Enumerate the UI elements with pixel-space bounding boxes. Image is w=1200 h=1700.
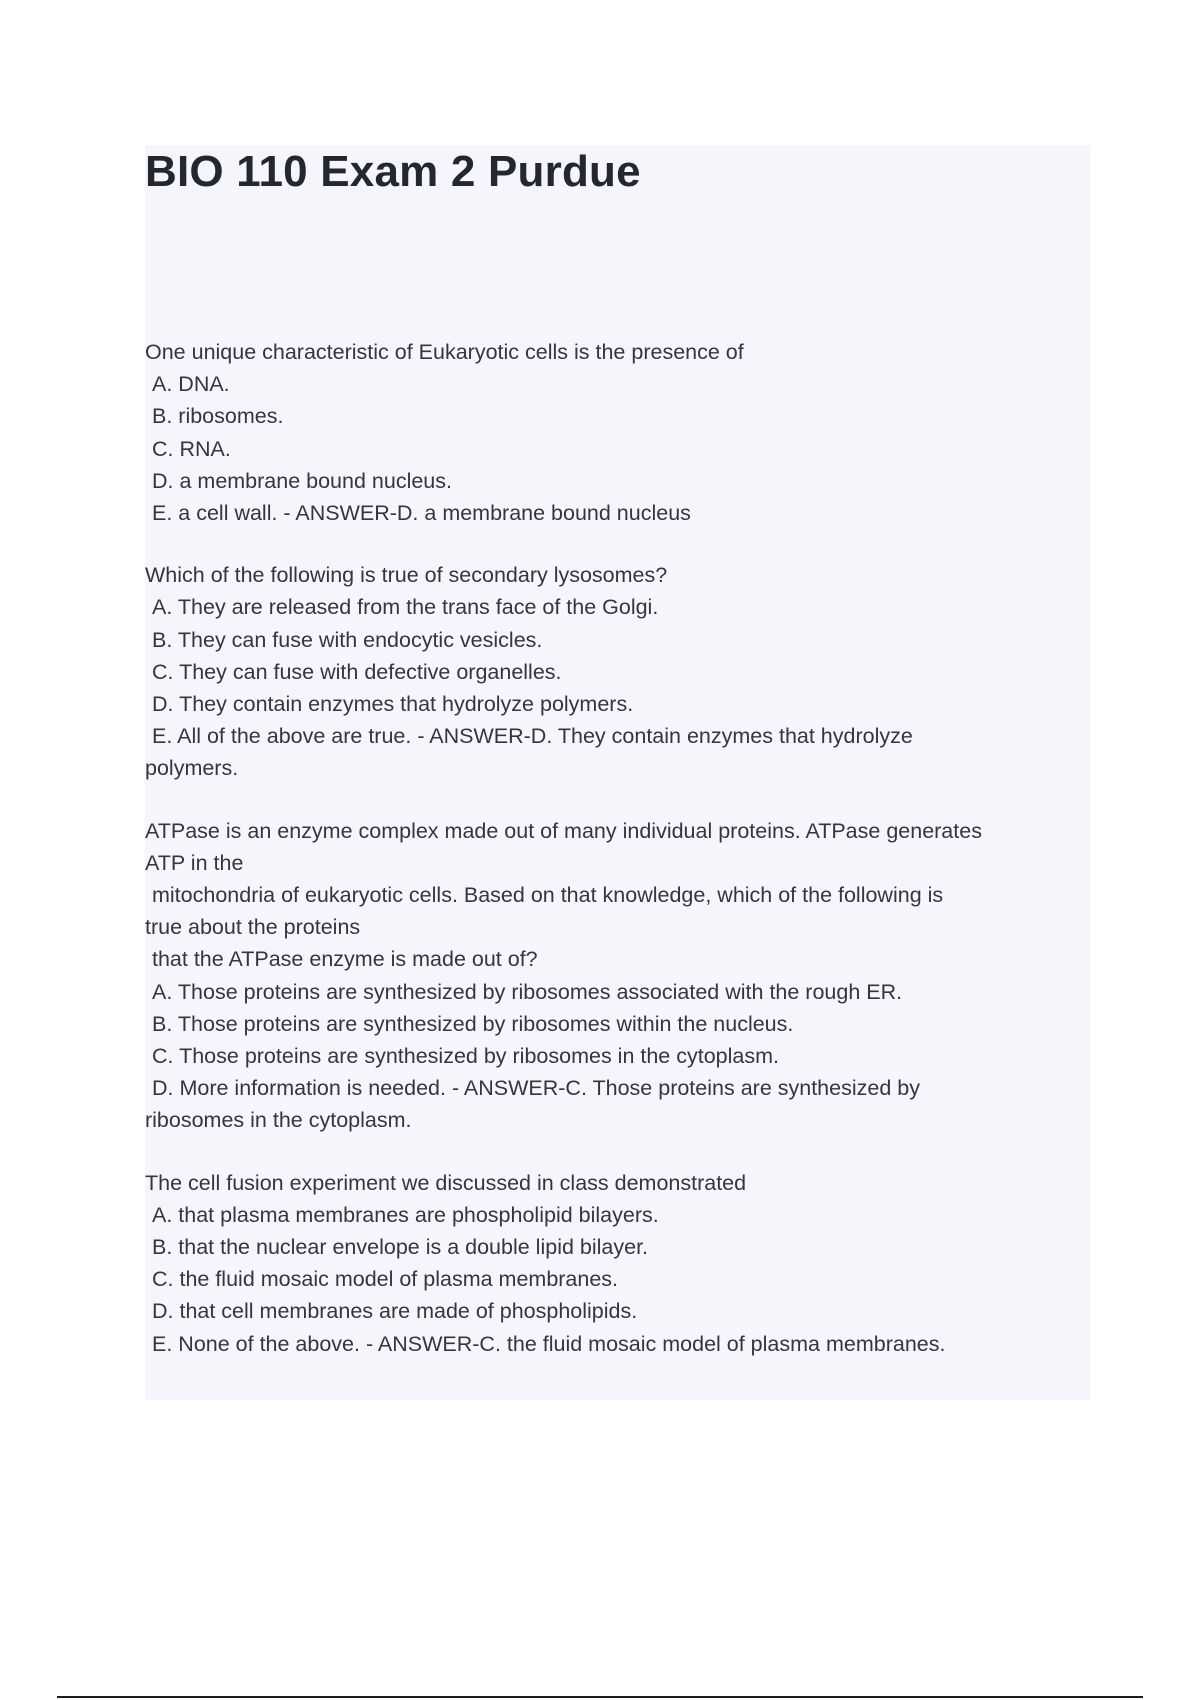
question-1 [145,336,1090,529]
question-stem: One unique characteristic of Eukaryotic cells is the presence of [145,340,744,364]
question-stem: that the ATPase enzyme is made out of? [152,947,538,972]
question-stem: ATPase is an enzyme complex made out of many individual proteins. ATPase generates [145,818,982,843]
question-4 [145,1167,1090,1360]
question-stem: ATP in the [145,850,244,875]
question-stem: true about the proteins [145,915,361,940]
question-2 [145,559,1090,784]
answer-option-with-answer: E. All of the above are true. - ANSWER-D. They contain enzymes that hydrolyze [152,724,913,749]
answer-option-with-answer: E. None of the above. - ANSWER-C. the fluid mosaic model of plasma membranes. [152,1331,946,1356]
question-stem: mitochondria of eukaryotic cells. Based on that knowledge, which of the following is [152,883,944,908]
answer-option: A. They are released from the trans face of the Golgi. [152,595,659,620]
answer-option: C. They can fuse with defective organelles. [152,659,562,684]
answer-continuation: ribosomes in the cytoplasm. [145,1108,412,1133]
answer-option: D. that cell membranes are made of phospholipids. [152,1299,638,1324]
answer-option: C. RNA. [152,436,231,461]
answer-option: B. ribosomes. [152,404,284,429]
answer-option: C. Those proteins are synthesized by ribosomes in the cytoplasm. [152,1044,779,1069]
answer-option: C. the fluid mosaic model of plasma membranes. [152,1267,619,1292]
question-list [145,336,1090,1390]
answer-option-with-answer: E. a cell wall. - ANSWER-D. a membrane bound nucleus [152,501,691,526]
answer-option: A. Those proteins are synthesized by ribosomes associated with the rough ER. [152,979,903,1004]
answer-option: D. a membrane bound nucleus. [152,468,452,493]
footer-divider [57,1696,1143,1698]
answer-option: D. They contain enzymes that hydrolyze polymers. [152,692,634,717]
answer-option-with-answer: D. More information is needed. - ANSWER-C. Those proteins are synthesized by [152,1076,920,1101]
answer-option: A. that plasma membranes are phospholipid bilayers. [152,1202,659,1227]
question-stem: The cell fusion experiment we discussed in class demonstrated [145,1170,747,1195]
answer-option: B. that the nuclear envelope is a double lipid bilayer. [152,1235,649,1260]
answer-continuation: polymers. [145,756,239,781]
question-3 [145,815,1090,1137]
answer-option: A. DNA. [152,372,230,397]
question-stem: Which of the following is true of secondary lysosomes? [145,563,668,588]
page-title: BIO 110 Exam 2 Purdue [145,147,641,196]
answer-option: B. They can fuse with endocytic vesicles. [152,627,543,652]
answer-option: B. Those proteins are synthesized by ribosomes within the nucleus. [152,1011,794,1036]
